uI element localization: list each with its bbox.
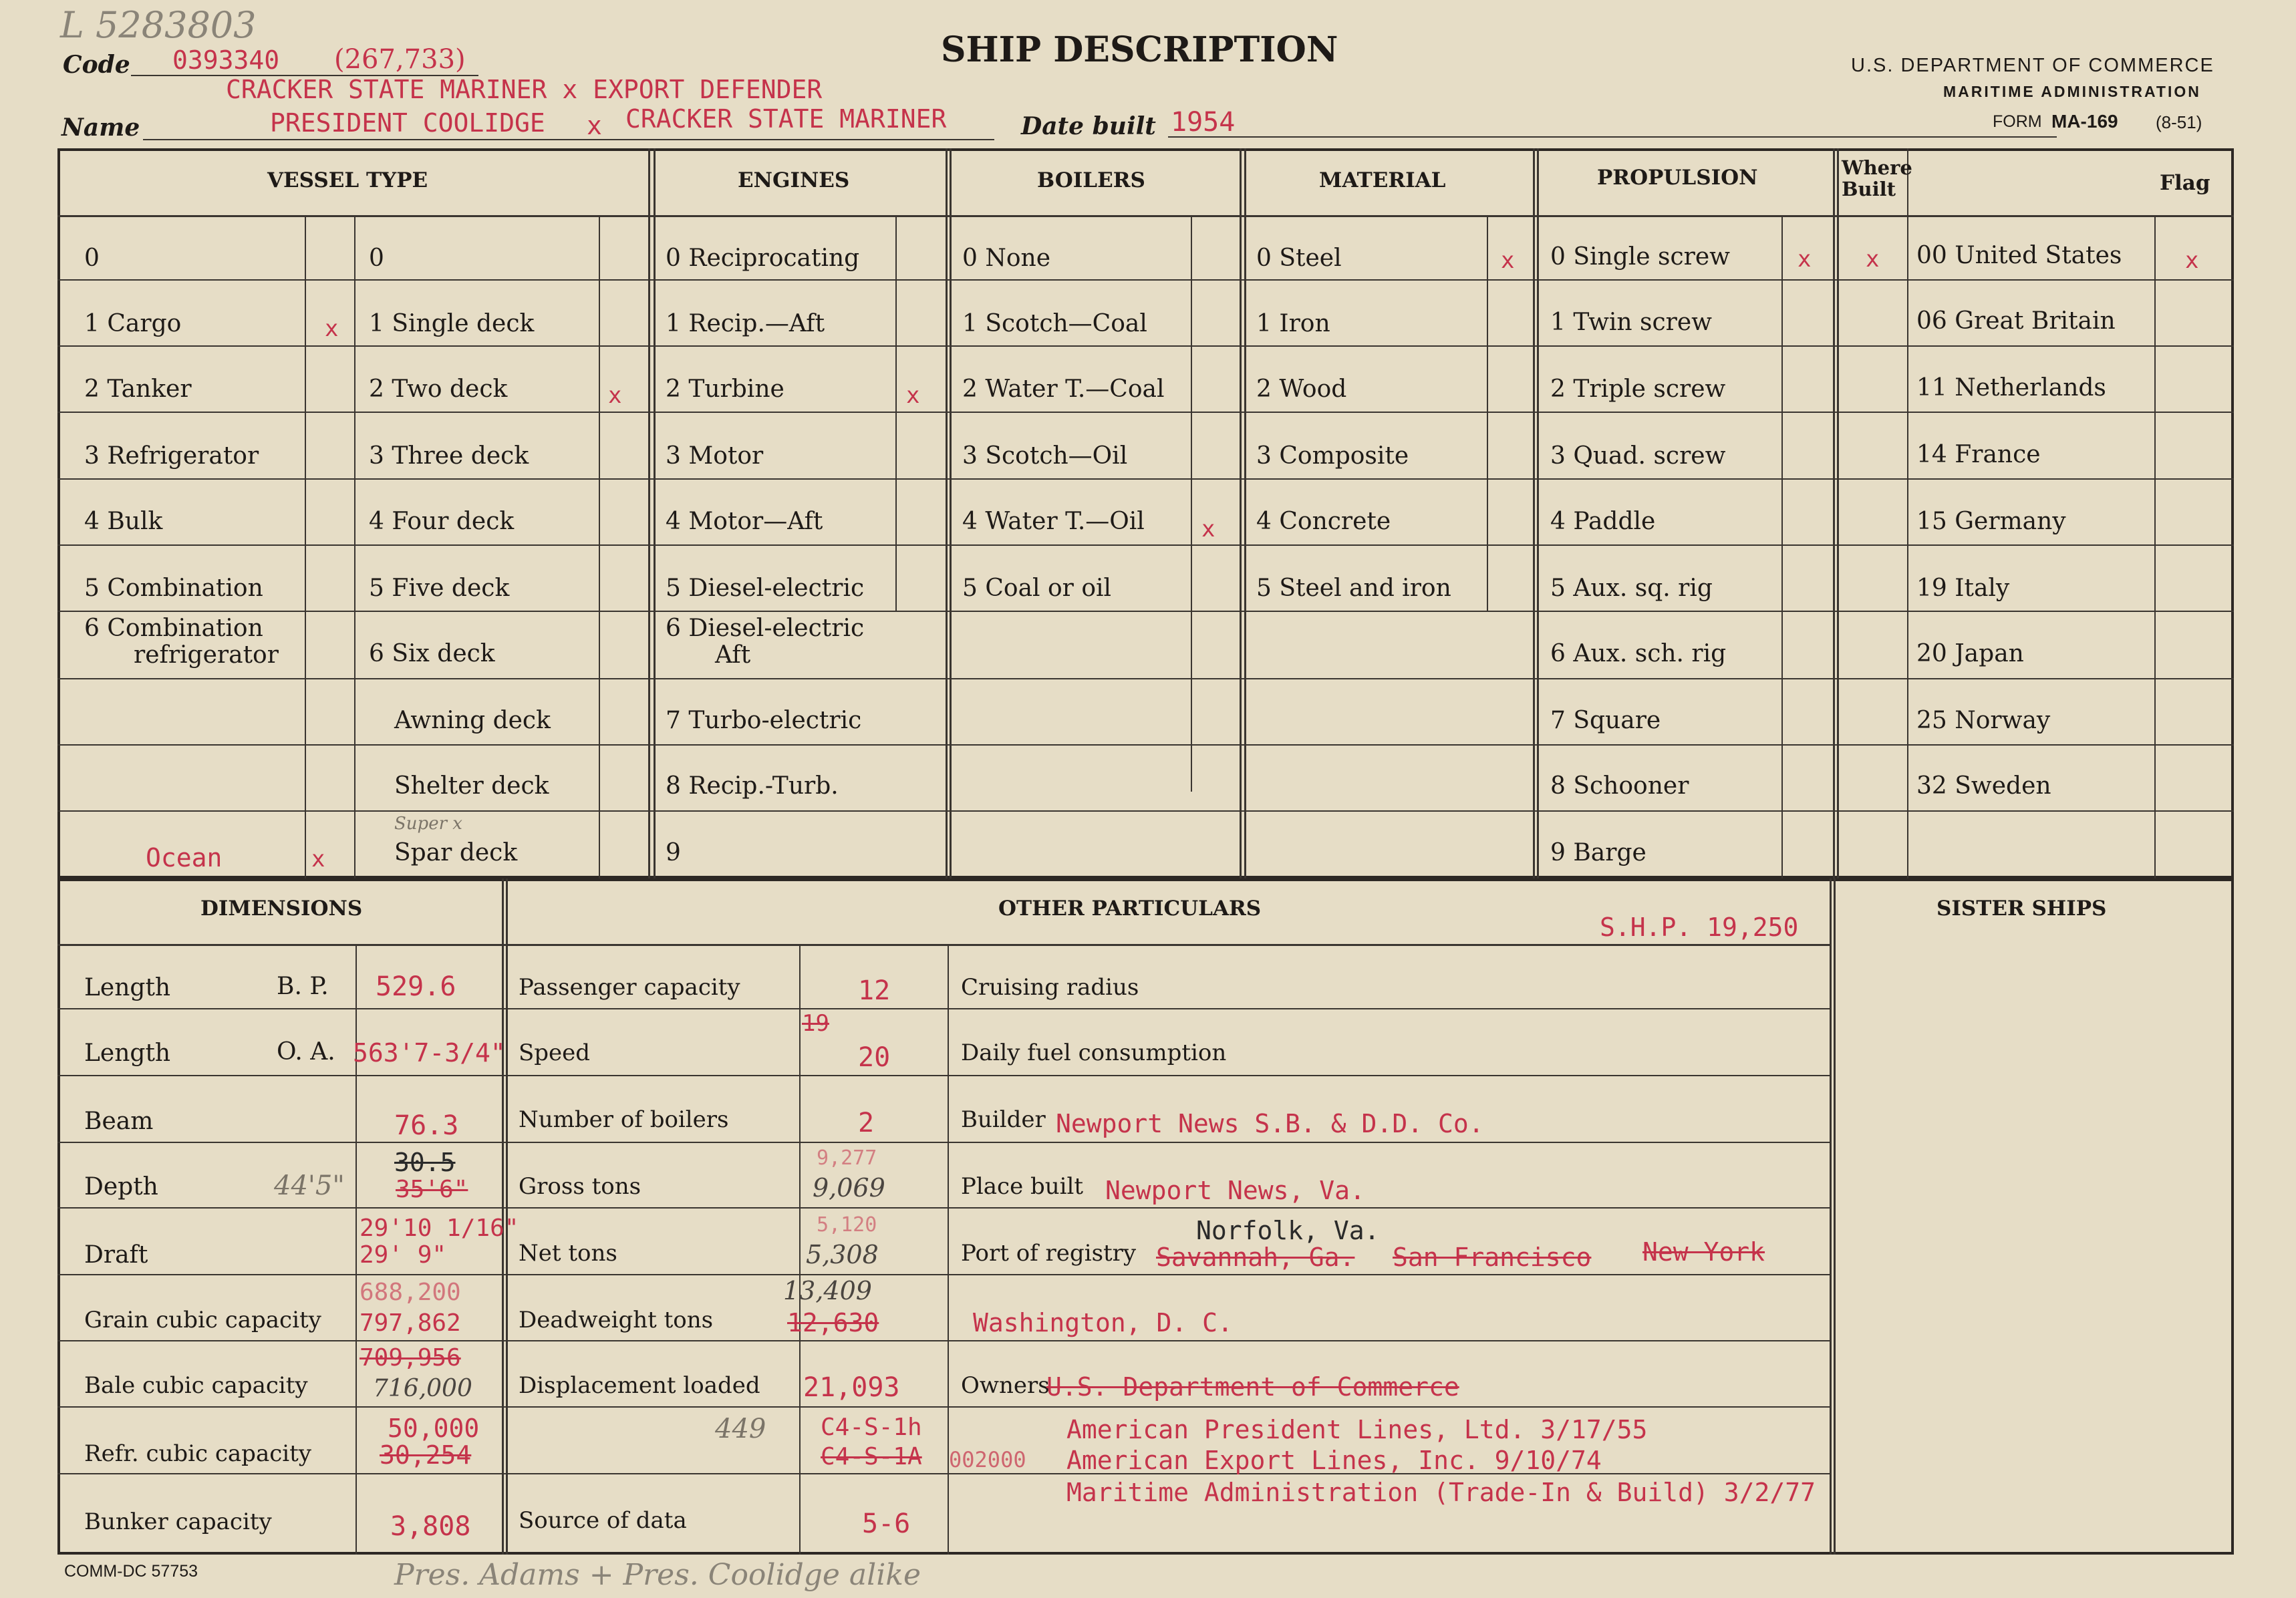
deck-five: 5 Five deck bbox=[369, 575, 510, 602]
depth-old: 35'6" bbox=[396, 1176, 468, 1203]
refr-value-2: 30,254 bbox=[380, 1440, 472, 1470]
boiler-water-oil: 4 Water T.—Oil bbox=[962, 508, 1145, 535]
header-vessel-type: VESSEL TYPE bbox=[267, 168, 428, 192]
draft-value-2: 29' 9" bbox=[360, 1241, 447, 1269]
deck-single: 1 Single deck bbox=[369, 310, 535, 337]
material-composite: 3 Composite bbox=[1256, 442, 1409, 470]
beam-label: Beam bbox=[84, 1108, 154, 1135]
header-other-particulars: OTHER PARTICULARS bbox=[998, 897, 1262, 921]
date-built-label: Date built bbox=[1021, 112, 1156, 140]
engine-recip-turb: 8 Recip.-Turb. bbox=[666, 772, 839, 800]
length-oa-sub: O. A. bbox=[277, 1038, 335, 1066]
engine-motor-aft: 4 Motor—Aft bbox=[666, 508, 823, 535]
mark-ocean: x bbox=[311, 846, 325, 872]
owner-3: Maritime Administration (Trade-In & Build) 3/2/77 bbox=[1066, 1478, 1816, 1507]
port-san-francisco: San Francisco bbox=[1393, 1243, 1592, 1272]
file-number: L 5283803 bbox=[60, 4, 257, 46]
grain-value-1: 688,200 bbox=[360, 1279, 461, 1306]
deck-shelter: Shelter deck bbox=[394, 772, 549, 800]
net-value: 5,308 bbox=[806, 1240, 879, 1269]
vessel-type-comb-refrig-2: refrigerator bbox=[134, 641, 279, 669]
vessel-type-cargo: 1 Cargo bbox=[84, 310, 182, 337]
header-engines: ENGINES bbox=[738, 168, 850, 192]
bale-label: Bale cubic capacity bbox=[84, 1372, 308, 1399]
port-washington: Washington, D. C. bbox=[973, 1308, 1233, 1337]
place-built-label: Place built bbox=[961, 1173, 1084, 1200]
flag-great-britain: 06 Great Britain bbox=[1916, 307, 2116, 335]
refr-label: Refr. cubic capacity bbox=[84, 1440, 311, 1467]
place-built-value: Newport News, Va. bbox=[1105, 1176, 1365, 1205]
flag-sweden: 32 Sweden bbox=[1916, 772, 2051, 800]
mark-turbine: x bbox=[906, 382, 920, 409]
flag-italy: 19 Italy bbox=[1916, 575, 2010, 602]
date-underline bbox=[1168, 136, 2057, 138]
deck-spar: Spar deck bbox=[394, 839, 518, 866]
passenger-label: Passenger capacity bbox=[519, 974, 740, 1001]
length-bp-sub: B. P. bbox=[277, 973, 329, 1000]
boiler-none: 0 None bbox=[962, 245, 1051, 272]
port-label: Port of registry bbox=[961, 1240, 1137, 1267]
net-old: 5,120 bbox=[817, 1213, 877, 1237]
mark-two-deck: x bbox=[608, 382, 622, 409]
engine-diesel-electric: 5 Diesel-electric bbox=[666, 575, 865, 602]
bale-value-1: 709,956 bbox=[360, 1344, 461, 1372]
deck-0: 0 bbox=[369, 245, 384, 272]
port-new-york: New York bbox=[1642, 1237, 1765, 1267]
deck-awning: Awning deck bbox=[394, 707, 551, 734]
material-concrete: 4 Concrete bbox=[1256, 508, 1391, 535]
propulsion-barge: 9 Barge bbox=[1550, 839, 1646, 866]
owner-2: American Export Lines, Inc. 9/10/74 bbox=[1066, 1446, 1602, 1475]
length-oa-value: 563'7-3/4" bbox=[353, 1038, 506, 1068]
vessel-type-0: 0 bbox=[84, 245, 100, 272]
propulsion-single-screw: 0 Single screw bbox=[1550, 243, 1730, 271]
material-steel: 0 Steel bbox=[1256, 245, 1342, 272]
speed-label: Speed bbox=[519, 1040, 591, 1066]
speed-value: 20 bbox=[858, 1042, 891, 1073]
header-material: MATERIAL bbox=[1319, 168, 1446, 192]
form-title: SHIP DESCRIPTION bbox=[941, 29, 1338, 70]
material-steel-iron: 5 Steel and iron bbox=[1256, 575, 1451, 602]
boilers-count-label: Number of boilers bbox=[519, 1106, 729, 1133]
mark-water-oil: x bbox=[1201, 516, 1215, 542]
gross-label: Gross tons bbox=[519, 1173, 641, 1200]
name-above: CRACKER STATE MARINER x EXPORT DEFENDER bbox=[226, 75, 823, 104]
propulsion-triple-screw: 2 Triple screw bbox=[1550, 375, 1726, 403]
engine-recip-aft: 1 Recip.—Aft bbox=[666, 310, 825, 337]
fuel-label: Daily fuel consumption bbox=[961, 1040, 1227, 1066]
bale-value-2: 716,000 bbox=[373, 1375, 472, 1402]
administration: MARITIME ADMINISTRATION bbox=[1943, 83, 2201, 100]
footer-note: Pres. Adams + Pres. Coolidge alike bbox=[394, 1558, 921, 1592]
propulsion-aux-sq-rig: 5 Aux. sq. rig bbox=[1550, 575, 1713, 602]
displacement-label: Displacement loaded bbox=[519, 1372, 760, 1399]
port-current: Norfolk, Va. bbox=[1196, 1216, 1380, 1245]
source-value: 5-6 bbox=[862, 1508, 911, 1539]
header-propulsion: PROPULSION bbox=[1597, 166, 1758, 190]
bunker-value: 3,808 bbox=[390, 1511, 471, 1542]
name-underline bbox=[143, 139, 994, 140]
name-former: PRESIDENT COOLIDGE bbox=[270, 108, 545, 138]
code-value: 0393340 bbox=[172, 45, 280, 75]
mark-single-screw: x bbox=[1798, 246, 1812, 273]
deck-super-note: Super x bbox=[394, 814, 462, 834]
header-sister-ships: SISTER SHIPS bbox=[1936, 897, 2107, 921]
name-current: CRACKER STATE MARINER bbox=[625, 104, 947, 134]
engine-turbine: 2 Turbine bbox=[666, 375, 784, 403]
form-date: (8-51) bbox=[2156, 112, 2202, 132]
form-number: MA-169 bbox=[2051, 111, 2118, 132]
builder-value: Newport News S.B. & D.D. Co. bbox=[1056, 1109, 1484, 1138]
flag-norway: 25 Norway bbox=[1916, 707, 2051, 734]
engine-turbo-electric: 7 Turbo-electric bbox=[666, 707, 862, 734]
engine-diesel-electric-aft-2: Aft bbox=[715, 641, 751, 669]
flag-netherlands: 11 Netherlands bbox=[1916, 374, 2106, 402]
material-wood: 2 Wood bbox=[1256, 375, 1347, 403]
engine-motor: 3 Motor bbox=[666, 442, 764, 470]
vessel-type-bulk: 4 Bulk bbox=[84, 508, 163, 535]
dwt-old: 12,630 bbox=[787, 1308, 879, 1337]
boiler-scotch-coal: 1 Scotch—Coal bbox=[962, 310, 1147, 337]
engine-reciprocating: 0 Reciprocating bbox=[666, 245, 860, 272]
vessel-type-refrigerator: 3 Refrigerator bbox=[84, 442, 259, 470]
deck-two: 2 Two deck bbox=[369, 375, 508, 403]
deck-four: 4 Four deck bbox=[369, 508, 515, 535]
header-flag: Flag bbox=[2160, 171, 2210, 195]
draft-value-1: 29'10 1/16" bbox=[360, 1215, 519, 1242]
vessel-type-combination: 5 Combination bbox=[84, 575, 263, 602]
propulsion-paddle: 4 Paddle bbox=[1550, 508, 1656, 535]
code-extra: (267,733) bbox=[334, 44, 466, 75]
boiler-scotch-oil: 3 Scotch—Oil bbox=[962, 442, 1128, 470]
vessel-type-comb-refrig-1: 6 Combination bbox=[84, 615, 263, 642]
depth-handwritten: 44'5" bbox=[274, 1170, 345, 1201]
beam-value: 76.3 bbox=[394, 1110, 459, 1141]
boiler-water-coal: 2 Water T.—Coal bbox=[962, 375, 1165, 403]
owner-1: American President Lines, Ltd. 3/17/55 bbox=[1066, 1415, 1648, 1444]
propulsion-aux-sch-rig: 6 Aux. sch. rig bbox=[1550, 640, 1727, 667]
net-label: Net tons bbox=[519, 1240, 617, 1267]
source-label: Source of data bbox=[519, 1507, 687, 1534]
length-bp-value: 529.6 bbox=[376, 971, 456, 1002]
header-where-built-2: Built bbox=[1842, 178, 1896, 200]
bunker-label: Bunker capacity bbox=[84, 1508, 272, 1535]
name-label: Name bbox=[61, 114, 140, 142]
propulsion-schooner: 8 Schooner bbox=[1550, 772, 1689, 800]
deck-six: 6 Six deck bbox=[369, 640, 495, 667]
owners-label: Owners bbox=[961, 1372, 1050, 1399]
mark-steel: x bbox=[1501, 247, 1515, 274]
owner-2-prefix: 002000 bbox=[949, 1447, 1026, 1472]
boiler-coal-or-oil: 5 Coal or oil bbox=[962, 575, 1112, 602]
class-handwritten: 449 bbox=[715, 1414, 766, 1444]
dwt-new: 13,409 bbox=[783, 1276, 872, 1305]
class-value-1: C4-S-1h bbox=[821, 1414, 922, 1441]
department: U.S. DEPARTMENT OF COMMERCE bbox=[1851, 55, 2214, 76]
date-built-value: 1954 bbox=[1171, 107, 1236, 138]
form-label: FORM bbox=[1993, 112, 2042, 131]
passenger-value: 12 bbox=[858, 975, 891, 1006]
flag-japan: 20 Japan bbox=[1916, 640, 2024, 667]
shp-value: S.H.P. 19,250 bbox=[1600, 913, 1799, 942]
depth-label: Depth bbox=[84, 1173, 158, 1201]
name-separator: x bbox=[587, 111, 602, 140]
depth-new: 30.5 bbox=[394, 1148, 456, 1177]
owner-old: U.S. Department of Commerce bbox=[1046, 1372, 1459, 1402]
header-dimensions: DIMENSIONS bbox=[200, 897, 363, 921]
dwt-label: Deadweight tons bbox=[519, 1307, 714, 1333]
displacement-value: 21,093 bbox=[803, 1372, 900, 1403]
header-boilers: BOILERS bbox=[1037, 168, 1145, 192]
vessel-type-tanker: 2 Tanker bbox=[84, 375, 192, 403]
mark-where-built: x bbox=[1866, 246, 1880, 273]
propulsion-twin-screw: 1 Twin screw bbox=[1550, 309, 1712, 336]
flag-germany: 15 Germany bbox=[1916, 508, 2066, 535]
gross-old: 9,277 bbox=[817, 1146, 877, 1170]
speed-old: 19 bbox=[802, 1010, 829, 1037]
class-value-2: C4-S-1A bbox=[821, 1443, 922, 1470]
builder-label: Builder bbox=[961, 1106, 1046, 1133]
draft-label: Draft bbox=[84, 1241, 148, 1269]
deck-three: 3 Three deck bbox=[369, 442, 529, 470]
refr-value-1: 50,000 bbox=[388, 1414, 480, 1443]
mark-flag-us: x bbox=[2185, 247, 2199, 274]
mark-cargo: x bbox=[325, 315, 339, 342]
vessel-type-ocean: Ocean bbox=[146, 843, 223, 872]
comm-dc-number: COMM-DC 57753 bbox=[64, 1562, 198, 1581]
flag-france: 14 France bbox=[1916, 441, 2041, 468]
gross-value: 9,069 bbox=[813, 1173, 885, 1203]
grain-label: Grain cubic capacity bbox=[84, 1307, 321, 1333]
engine-diesel-electric-aft-1: 6 Diesel-electric bbox=[666, 615, 865, 642]
header-where-built-1: Where bbox=[1842, 156, 1912, 179]
port-savannah: Savannah, Ga. bbox=[1156, 1243, 1355, 1272]
code-label: Code bbox=[63, 51, 130, 79]
boilers-count-value: 2 bbox=[858, 1108, 875, 1138]
propulsion-square: 7 Square bbox=[1550, 707, 1661, 734]
length-oa-label: Length bbox=[84, 1040, 171, 1067]
grain-value-2: 797,862 bbox=[360, 1309, 461, 1337]
length-bp-label: Length bbox=[84, 974, 171, 1001]
material-iron: 1 Iron bbox=[1256, 310, 1330, 337]
cruising-label: Cruising radius bbox=[961, 974, 1139, 1001]
engine-9: 9 bbox=[666, 839, 681, 866]
flag-united-states: 00 United States bbox=[1916, 242, 2122, 269]
propulsion-quad-screw: 3 Quad. screw bbox=[1550, 442, 1726, 470]
